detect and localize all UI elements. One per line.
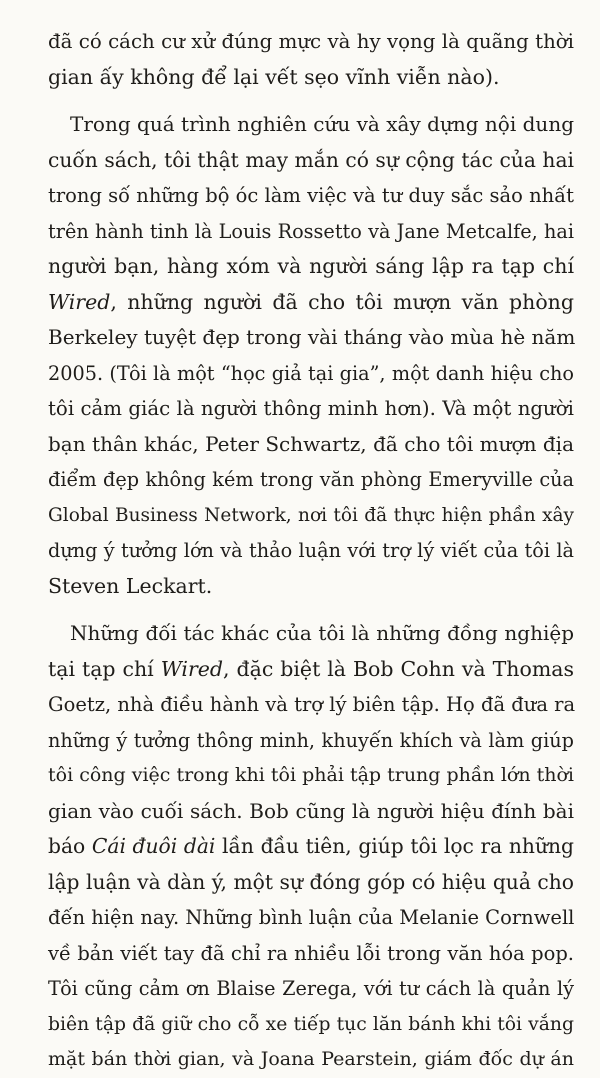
text-line: gian ấy không để lại vết sẹo vĩnh viễn nào). <box>48 64 500 89</box>
text-line: đã có cách cư xử đúng mực và hy vọng là quãng thời <box>48 30 574 53</box>
text-line: lập luận và dàn ý, một sự đóng góp có hiệu quả cho <box>48 869 574 894</box>
text-span: , đặc biệt là Bob Cohn và Thomas <box>223 656 574 681</box>
paragraph-2 <box>48 107 574 604</box>
text-line: 2005. (Tôi là một “học giả tại gia”, một danh hiệu cho <box>48 361 574 385</box>
text-line: điểm đẹp không kém trong văn phòng Emeryville của <box>48 468 574 491</box>
text-line: bạn thân khác, Peter Schwartz, đã cho tôi mượn địa <box>48 431 574 456</box>
text-line: Global Business Network, nơi tôi đã thực hiện phần xây <box>48 504 574 526</box>
text-line <box>48 285 574 321</box>
text-line: những ý tưởng thông minh, khuyến khích và làm giúp <box>48 728 574 752</box>
text-line: dựng ý tưởng lớn và thảo luận với trợ lý viết của tôi là <box>48 539 574 562</box>
text-line <box>48 652 574 688</box>
text-span: báo <box>48 834 92 858</box>
text-line: đến hiện nay. Những bình luận của Melanie Cornwell <box>48 906 575 929</box>
magazine-title: Wired <box>160 656 224 681</box>
text-line: Những đối tác khác của tôi là những đồng nghiệp <box>70 621 574 645</box>
text-line: Berkeley tuyệt đẹp trong vài tháng vào mùa hè năm <box>48 325 576 349</box>
text-line: người bạn, hàng xóm và người sáng lập ra tạp chí <box>48 254 574 278</box>
text-span: tại tạp chí <box>48 656 161 681</box>
text-line: tôi công việc trong khi tôi phải tập trung phần lớn thời <box>48 764 574 786</box>
text-line: Tôi cũng cảm ơn Blaise Zerega, với tư cách là quản lý <box>48 977 574 1000</box>
text-line: cuốn sách, tôi thật may mắn có sự cộng tác của hai <box>48 147 574 172</box>
article-title: Cái đuôi dài <box>91 834 216 858</box>
paragraph-3 <box>48 616 574 1078</box>
text-line: về bản viết tay đã chỉ ra nhiều lỗi trong văn hóa pop. <box>48 941 574 965</box>
text-span: , những người đã cho tôi mượn văn phòng <box>110 289 574 314</box>
text-line: biên tập đã giữ cho cỗ xe tiếp tục lăn bánh khi tôi vắng <box>48 1013 574 1035</box>
text-line: Steven Leckart. <box>48 573 213 598</box>
text-line <box>48 829 574 865</box>
text-line: Trong quá trình nghiên cứu và xây dựng nội dung <box>70 112 574 136</box>
text-line: trên hành tinh là Louis Rossetto và Jane Metcalfe, hai <box>48 219 574 243</box>
text-line: trong số những bộ óc làm việc và tư duy sắc sảo nhất <box>48 184 574 207</box>
text-line: tôi cảm giác là người thông minh hơn). Và một người <box>48 397 574 420</box>
text-line: Goetz, nhà điều hành và trợ lý biên tập. Họ đã đưa ra <box>48 693 576 716</box>
text-span: lần đầu tiên, giúp tôi lọc ra những <box>215 834 574 858</box>
text-line: mặt bán thời gian, và Joana Pearstein, giám đốc dự án <box>48 1048 574 1070</box>
text-line: gian vào cuối sách. Bob cũng là người hiệu đính bài <box>48 798 574 823</box>
paragraph-1 <box>48 24 574 95</box>
magazine-title: Wired <box>48 289 111 314</box>
